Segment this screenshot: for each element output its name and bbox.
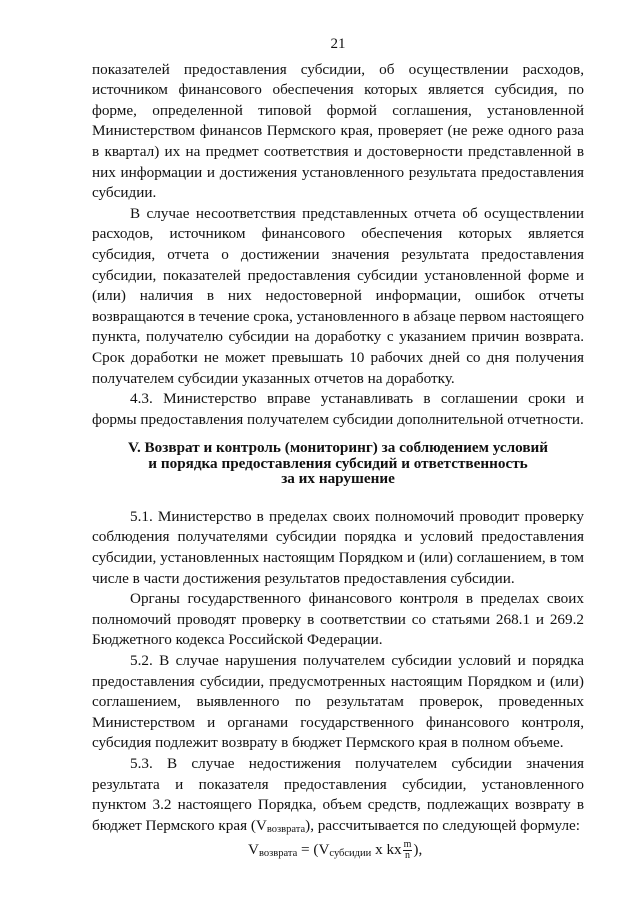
paragraph: 4.3. Министерство вправе устанавливать в соглашении сроки и формы предоставления получателем субсидии дополнительной отчетности. bbox=[92, 390, 584, 428]
formula-subscript: субсидии bbox=[329, 847, 372, 859]
section-heading-line: за их нарушение bbox=[281, 470, 395, 488]
document-page bbox=[92, 34, 584, 840]
paragraph-text: 5.3. В случае недостижения получателем субсидии значения результата и показателя предоставления субсидии, установленного пунктом 3.2 настоящего Порядка, объем средств, подлежащих возврату в бюджет Пермского края (V bbox=[92, 754, 584, 834]
paragraph: 5.2. В случае нарушения получателем субсидии условий и порядка предоставления субсидии, предусмотренных настоящим Порядком и (или) соглашением, выявленного по результатам проверок, проведенных Министерством и органами государственного финансового контроля, субсидия подлежит возврату в бюджет Пермского края в полном объеме. bbox=[92, 651, 584, 752]
paragraph: Органы государственного финансового контроля в пределах своих полномочий проводят проверку в соответствии со статьями 268.1 и 269.2 Бюджетного кодекса Российской Федерации. bbox=[92, 590, 584, 649]
formula-text: ), bbox=[413, 840, 423, 858]
paragraph: показателей предоставления субсидии, об осуществлении расходов, источником финансового обеспечения которых является субсидия, по форме, определенной типовой формой соглашения, установленной Министерством финансов Пермского края, проверяет (не реже одного раза в квартал) их на предмет соответствия и достоверности представленной в них информации и достижения установленного результата предоставления субсидии. bbox=[92, 60, 584, 202]
formula-text: x k bbox=[371, 840, 395, 858]
formula-text: = (V bbox=[297, 840, 330, 858]
paragraph: 5.1. Министерство в пределах своих полномочий проводит проверку соблюдения получателями субсидии порядка и условий предоставления субсидии, установленных настоящим Порядком и (или) соглашением, в том числе в части достижения результатов предоставления субсидии. bbox=[92, 507, 584, 587]
paragraph: В случае несоответствия представленных отчета об осуществлении расходов, источником финансового обеспечения которых является субсидия, отчета о достижении значения результата предоставления субсидии, показателей предоставления субсидии установленной форме и (или) наличия в них недостоверной информации, ошибок отчеты возвращаются в течение срока, установленного в абзаце первом настоящего пункта, получателю субсидии на доработку с указанием причин возврата. Срок доработки не может превышать 10 рабочих дней со дня получения получателем субсидии указанных отчетов на доработку. bbox=[92, 204, 584, 387]
paragraph-text: ), рассчитывается по следующей формуле: bbox=[305, 816, 581, 834]
fraction-numerator: m bbox=[403, 839, 412, 850]
formula bbox=[248, 840, 422, 861]
formula-subscript: возврата bbox=[258, 847, 298, 859]
fraction-denominator: n bbox=[405, 850, 411, 861]
section-heading-line: V. Возврат и контроль (мониторинг) за соблюдением условий bbox=[127, 439, 549, 457]
formula-text: x bbox=[394, 840, 402, 858]
formula-v: V bbox=[248, 840, 259, 858]
paragraph bbox=[92, 754, 584, 840]
section-heading bbox=[92, 440, 584, 487]
formula-fraction bbox=[403, 840, 413, 861]
v-subscript: возврата bbox=[266, 823, 306, 835]
page-number: 21 bbox=[330, 36, 346, 52]
section-heading-line: и порядка предоставления субсидий и ответственность bbox=[148, 454, 528, 472]
